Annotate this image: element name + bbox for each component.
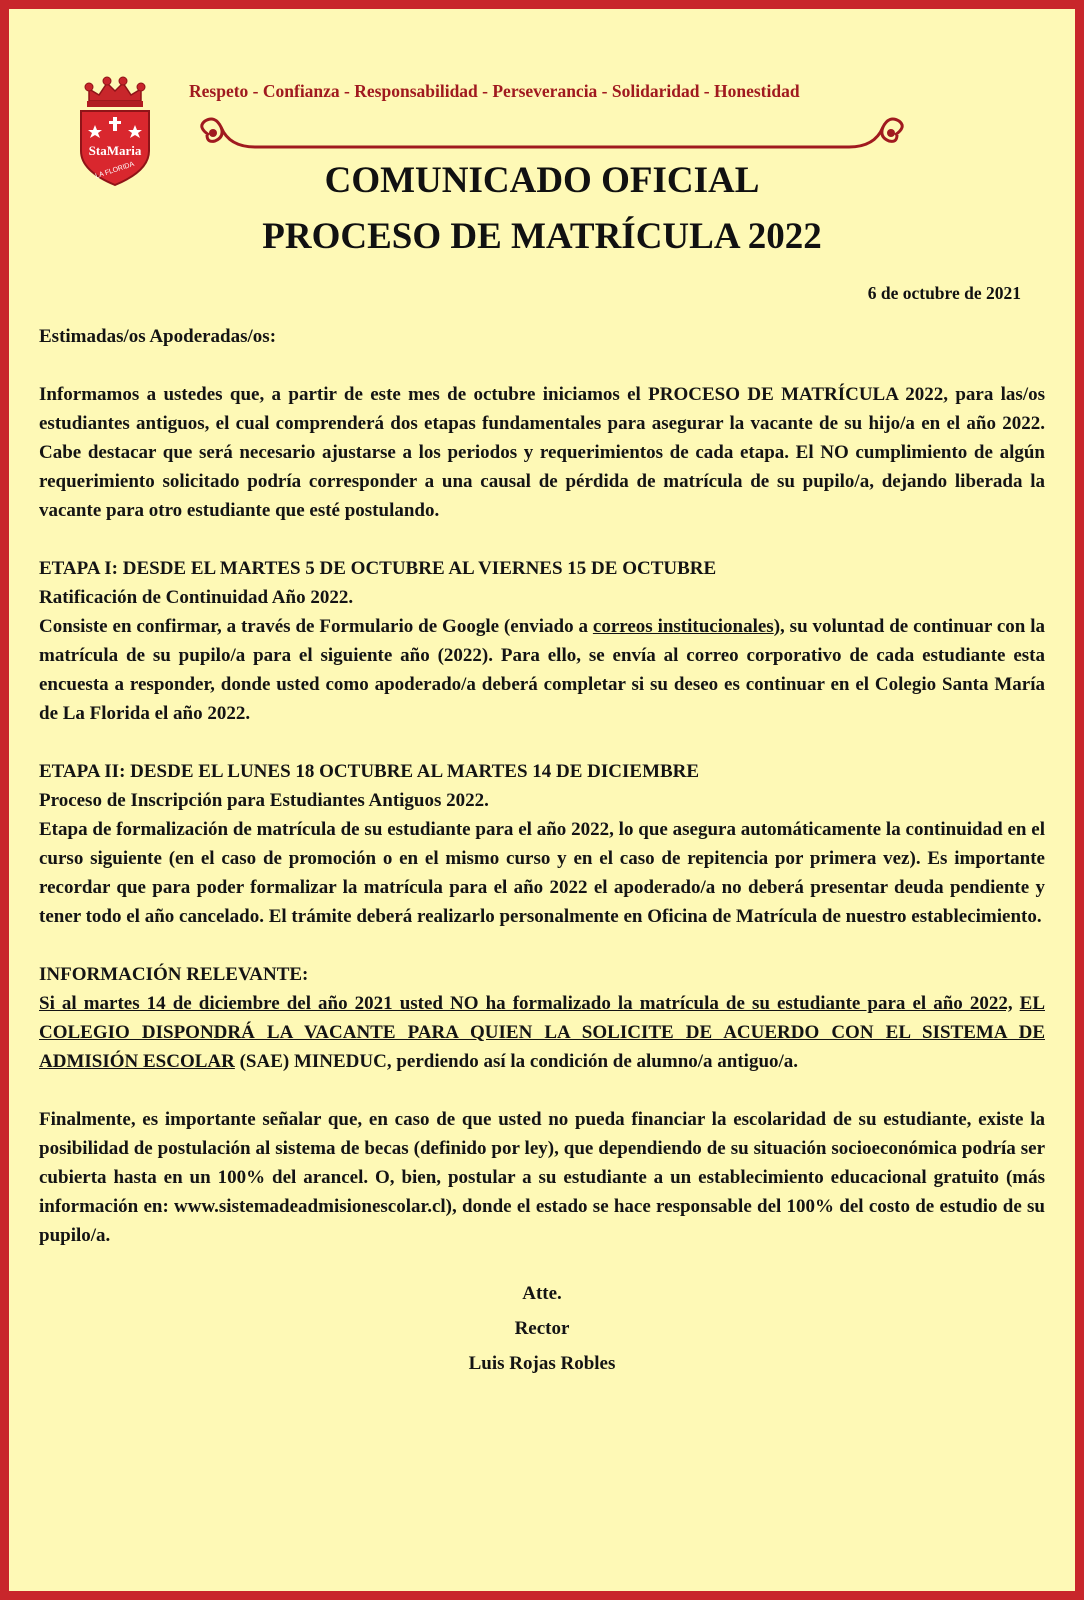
decorative-scroll-divider bbox=[195, 117, 909, 153]
stage2-subheading: Proceso de Inscripción para Estudiantes Antiguos 2022. bbox=[39, 790, 489, 811]
document-body bbox=[39, 322, 1045, 1378]
stage1-paragraph bbox=[39, 612, 1045, 728]
intro-paragraph: Informamos a ustedes que, a partir de este mes de octubre iniciamos el PROCESO DE MATRÍCULA 2022, para las/os estudiantes antiguos, el cual comprenderá dos etapas fundamentales para asegurar la vacante de su hijo/a en el año 2022. Cabe destacar que será necesario ajustarse a los periodos y requerimientos de cada etapa. El NO cumplimiento de algún requerimiento solicitado podría corresponder a una causal de pérdida de matrícula de su pupilo/a, dejando liberada la vacante para otro estudiante que esté postulando. bbox=[39, 384, 1045, 521]
school-values-motto: Respeto - Confianza - Responsabilidad - Perseverancia - Solidaridad - Honestidad bbox=[189, 81, 800, 101]
closing-paragraph: Finalmente, es importante señalar que, en caso de que usted no pueda financiar la escolaridad de su estudiante, existe la posibilidad de postulación al sistema de becas (definido por ley), que dependiendo de su situación socioeconómica podría ser cubierta hasta en un 100% del arancel. O, bien, postular a su estudiante a un establecimiento educacional gratuito (más información en: www.sistemadeadmisionescolar.cl), donde el estado se hace responsable del 100% del costo de estudio de su pupilo/a. bbox=[39, 1109, 1045, 1246]
stage1-text-after: ), su voluntad de continuar con la matrícula de su pupilo/a para el siguiente año (2022). Para ello, se envía al correo corporativo de cada estudiante esta encuesta a responder, donde usted como apoderado/a deberá completar si su deseo es continuar en el Colegio Santa María de La Florida el año 2022. bbox=[39, 616, 1045, 724]
institutional-emails-text: correos institucionales bbox=[592, 616, 774, 637]
stage1-text-before: Consiste en confirmar, a través de Formulario de Google (enviado a bbox=[39, 616, 593, 637]
relevant-paragraph bbox=[39, 989, 1045, 1076]
relevant-text-after: (SAE) MINEDUC, perdiendo así la condición de alumno/a antiguo/a. bbox=[234, 1051, 799, 1072]
title-line-2: PROCESO DE MATRÍCULA 2022 bbox=[262, 216, 822, 257]
signature-name: Luis Rojas Robles bbox=[468, 1353, 616, 1374]
signature-atte: Atte. bbox=[522, 1283, 562, 1304]
title-line-1: COMUNICADO OFICIAL bbox=[324, 160, 760, 201]
signature-role: Rector bbox=[514, 1318, 570, 1339]
document-date: 6 de octubre de 2021 bbox=[867, 283, 1021, 303]
greeting: Estimadas/os Apoderadas/os: bbox=[39, 326, 277, 347]
svg-text:StaMaria: StaMaria bbox=[88, 143, 142, 158]
relevant-heading: INFORMACIÓN RELEVANTE: bbox=[39, 964, 309, 985]
stage2-paragraph: Etapa de formalización de matrícula de su estudiante para el año 2022, lo que asegura automáticamente la continuidad en el curso siguiente (en el caso de promoción o en el mismo curso y en el caso de repitencia por primera vez). Es importante recordar que para poder formalizar la matrícula para el año 2022 el apoderado/a no deberá presentar deuda pendiente y tener todo el año cancelado. El trámite deberá realizarlo personalmente en Oficina de Matrícula de nuestro establecimiento. bbox=[39, 819, 1045, 927]
relevant-underlined-2: EL COLEGIO DISPONDRÁ LA VACANTE PARA QUIEN LA SOLICITE DE ACUERDO CON EL SISTEMA DE ADMISIÓN ESCOLAR bbox=[39, 993, 1045, 1072]
stage2-heading: ETAPA II: DESDE EL LUNES 18 OCTUBRE AL MARTES 14 DE DICIEMBRE bbox=[39, 761, 700, 782]
relevant-underlined-1: Si al martes 14 de diciembre del año 2021 usted NO ha formalizado la matrícula de su estudiante para el año 2022, bbox=[39, 993, 1013, 1014]
stage1-subheading: Ratificación de Continuidad Año 2022. bbox=[39, 587, 354, 608]
stage1-heading: ETAPA I: DESDE EL MARTES 5 DE OCTUBRE AL VIERNES 15 DE OCTUBRE bbox=[39, 558, 717, 579]
document-page bbox=[9, 9, 1075, 1591]
relevant-space bbox=[1013, 993, 1020, 1014]
svg-text:LA FLORIDA: LA FLORIDA bbox=[94, 160, 136, 181]
